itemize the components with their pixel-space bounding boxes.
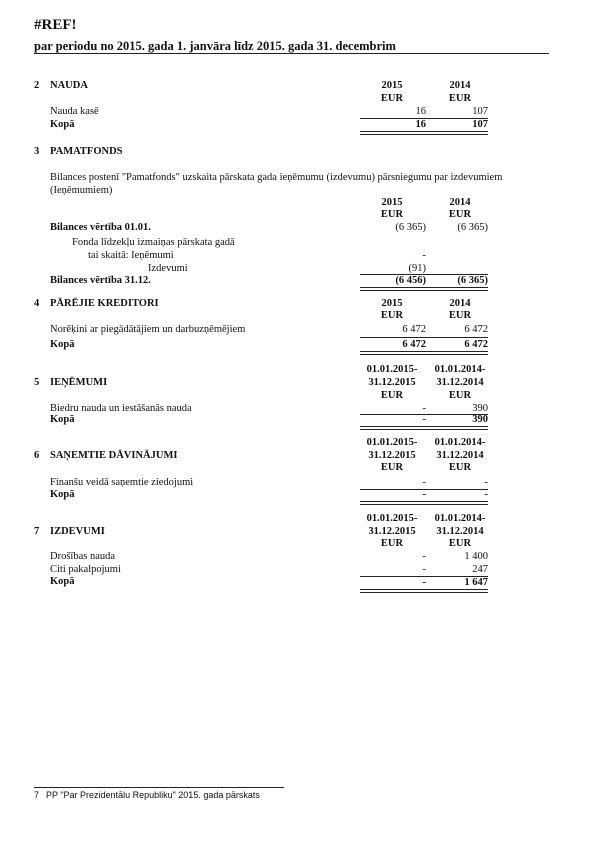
- section-title: IZDEVUMI: [50, 526, 105, 537]
- total-value: (6 365): [457, 275, 488, 286]
- row-value: -: [422, 250, 426, 261]
- sum-rule: [360, 337, 488, 338]
- total-value: 6 472: [464, 339, 488, 350]
- currency-label: EUR: [380, 310, 404, 321]
- currency-label: EUR: [448, 209, 472, 220]
- period-header: 31.12.2015: [368, 450, 416, 461]
- row-value: 107: [472, 106, 488, 117]
- row-label: Norēķini ar piegādātājiem un darbuzņēmējiem: [50, 324, 246, 335]
- period-header: 31.12.2014: [436, 526, 484, 537]
- row-value: (6 365): [395, 222, 426, 233]
- row-label: Citi pakalpojumi: [50, 564, 121, 575]
- row-label: Finanšu veidā saņemtie ziedojumi: [50, 477, 194, 488]
- row-label: Izdevumi: [148, 263, 188, 274]
- total-double-rule: [360, 287, 488, 291]
- period-header: 31.12.2015: [368, 526, 416, 537]
- currency-label: EUR: [380, 538, 404, 549]
- row-value: 390: [472, 403, 488, 414]
- total-double-rule: [360, 501, 488, 505]
- currency-label: EUR: [448, 462, 472, 473]
- total-value: 107: [472, 119, 488, 130]
- row-value: 1 400: [464, 551, 488, 562]
- row-label: Biedru nauda un iestāšanās nauda: [50, 403, 192, 414]
- footer-page-number: 7: [34, 790, 40, 800]
- opening-balance-label: Bilances vērtība 01.01.: [50, 222, 151, 233]
- currency-label: EUR: [448, 538, 472, 549]
- total-value: 6 472: [402, 339, 426, 350]
- section-number: 6: [34, 450, 40, 461]
- row-label: tai skaitā: Ieņēmumi: [88, 250, 174, 261]
- row-value: (6 365): [457, 222, 488, 233]
- section-title: PAMATFONDS: [50, 146, 123, 157]
- row-value: -: [422, 403, 426, 414]
- page-title: #REF!: [34, 17, 77, 33]
- section-number: 7: [34, 526, 40, 537]
- total-label: Kopā: [50, 119, 75, 130]
- period-header: 31.12.2014: [436, 377, 484, 388]
- period-header: 01.01.2015-: [366, 437, 418, 448]
- row-label: Nauda kasē: [50, 106, 99, 117]
- section-title: IEŅĒMUMI: [50, 377, 108, 388]
- total-double-rule: [360, 131, 488, 135]
- total-value: (6 456): [395, 275, 426, 286]
- section-title: SAŅEMTIE DĀVINĀJUMI: [50, 450, 178, 461]
- footer-rule: [34, 787, 284, 788]
- row-value: -: [422, 564, 426, 575]
- currency-label: EUR: [380, 93, 404, 104]
- column-header: 2014: [449, 298, 471, 309]
- total-double-rule: [360, 351, 488, 355]
- currency-label: EUR: [380, 390, 404, 401]
- section-title: NAUDA: [50, 80, 88, 91]
- row-value: -: [484, 477, 488, 488]
- header-rule: [34, 53, 549, 54]
- column-header: 2015: [381, 197, 403, 208]
- section-number: 5: [34, 377, 40, 388]
- column-header: 2015: [381, 80, 403, 91]
- column-header: 2015: [381, 298, 403, 309]
- row-value: 6 472: [402, 324, 426, 335]
- footer-text: PP "Par Prezidentālu Republiku" 2015. gada pārskats: [46, 790, 260, 800]
- currency-label: EUR: [448, 310, 472, 321]
- total-value: -: [422, 577, 426, 588]
- total-value: 1 647: [464, 577, 488, 588]
- section-number: 4: [34, 298, 40, 309]
- total-value: -: [422, 489, 426, 500]
- total-value: 16: [415, 119, 426, 130]
- period-header: 01.01.2015-: [366, 513, 418, 524]
- row-value: 6 472: [464, 324, 488, 335]
- row-label: Fonda līdzekļu izmaiņas pārskata gadā: [72, 237, 235, 248]
- closing-balance-label: Bilances vērtība 31.12.: [50, 275, 151, 286]
- period-header: 01.01.2015-: [366, 364, 418, 375]
- currency-label: EUR: [380, 462, 404, 473]
- currency-label: EUR: [448, 93, 472, 104]
- section-title: PĀRĒJIE KREDITORI: [50, 298, 159, 309]
- total-label: Kopā: [50, 576, 75, 587]
- total-label: Kopā: [50, 414, 75, 425]
- total-value: 390: [472, 414, 488, 425]
- section-description: Bilances postenī "Pamatfonds" uzskaita pārskata gada ieņēmumu (izdevumu) pārsniegumu par izdevumiem: [50, 172, 503, 183]
- page-subtitle: par periodu no 2015. gada 1. janvāra līdz 2015. gada 31. decembrim: [34, 39, 396, 53]
- period-header: 01.01.2014-: [434, 437, 486, 448]
- row-value: 16: [415, 106, 426, 117]
- row-value: -: [422, 477, 426, 488]
- row-value: -: [422, 551, 426, 562]
- column-header: 2014: [449, 197, 471, 208]
- period-header: 31.12.2014: [436, 450, 484, 461]
- column-header: 2014: [449, 80, 471, 91]
- row-label: Drošības nauda: [50, 551, 116, 562]
- section-number: 2: [34, 80, 40, 91]
- total-label: Kopā: [50, 489, 75, 500]
- total-value: -: [484, 489, 488, 500]
- section-description-cont: (Ieņēmumiem): [50, 185, 113, 196]
- period-header: 01.01.2014-: [434, 364, 486, 375]
- currency-label: EUR: [380, 209, 404, 220]
- currency-label: EUR: [448, 390, 472, 401]
- total-label: Kopā: [50, 339, 75, 350]
- period-header: 31.12.2015: [368, 377, 416, 388]
- total-double-rule: [360, 589, 488, 593]
- row-value: (91): [408, 263, 426, 274]
- section-number: 3: [34, 146, 40, 157]
- total-value: -: [422, 414, 426, 425]
- total-double-rule: [360, 426, 488, 430]
- period-header: 01.01.2014-: [434, 513, 486, 524]
- row-value: 247: [472, 564, 488, 575]
